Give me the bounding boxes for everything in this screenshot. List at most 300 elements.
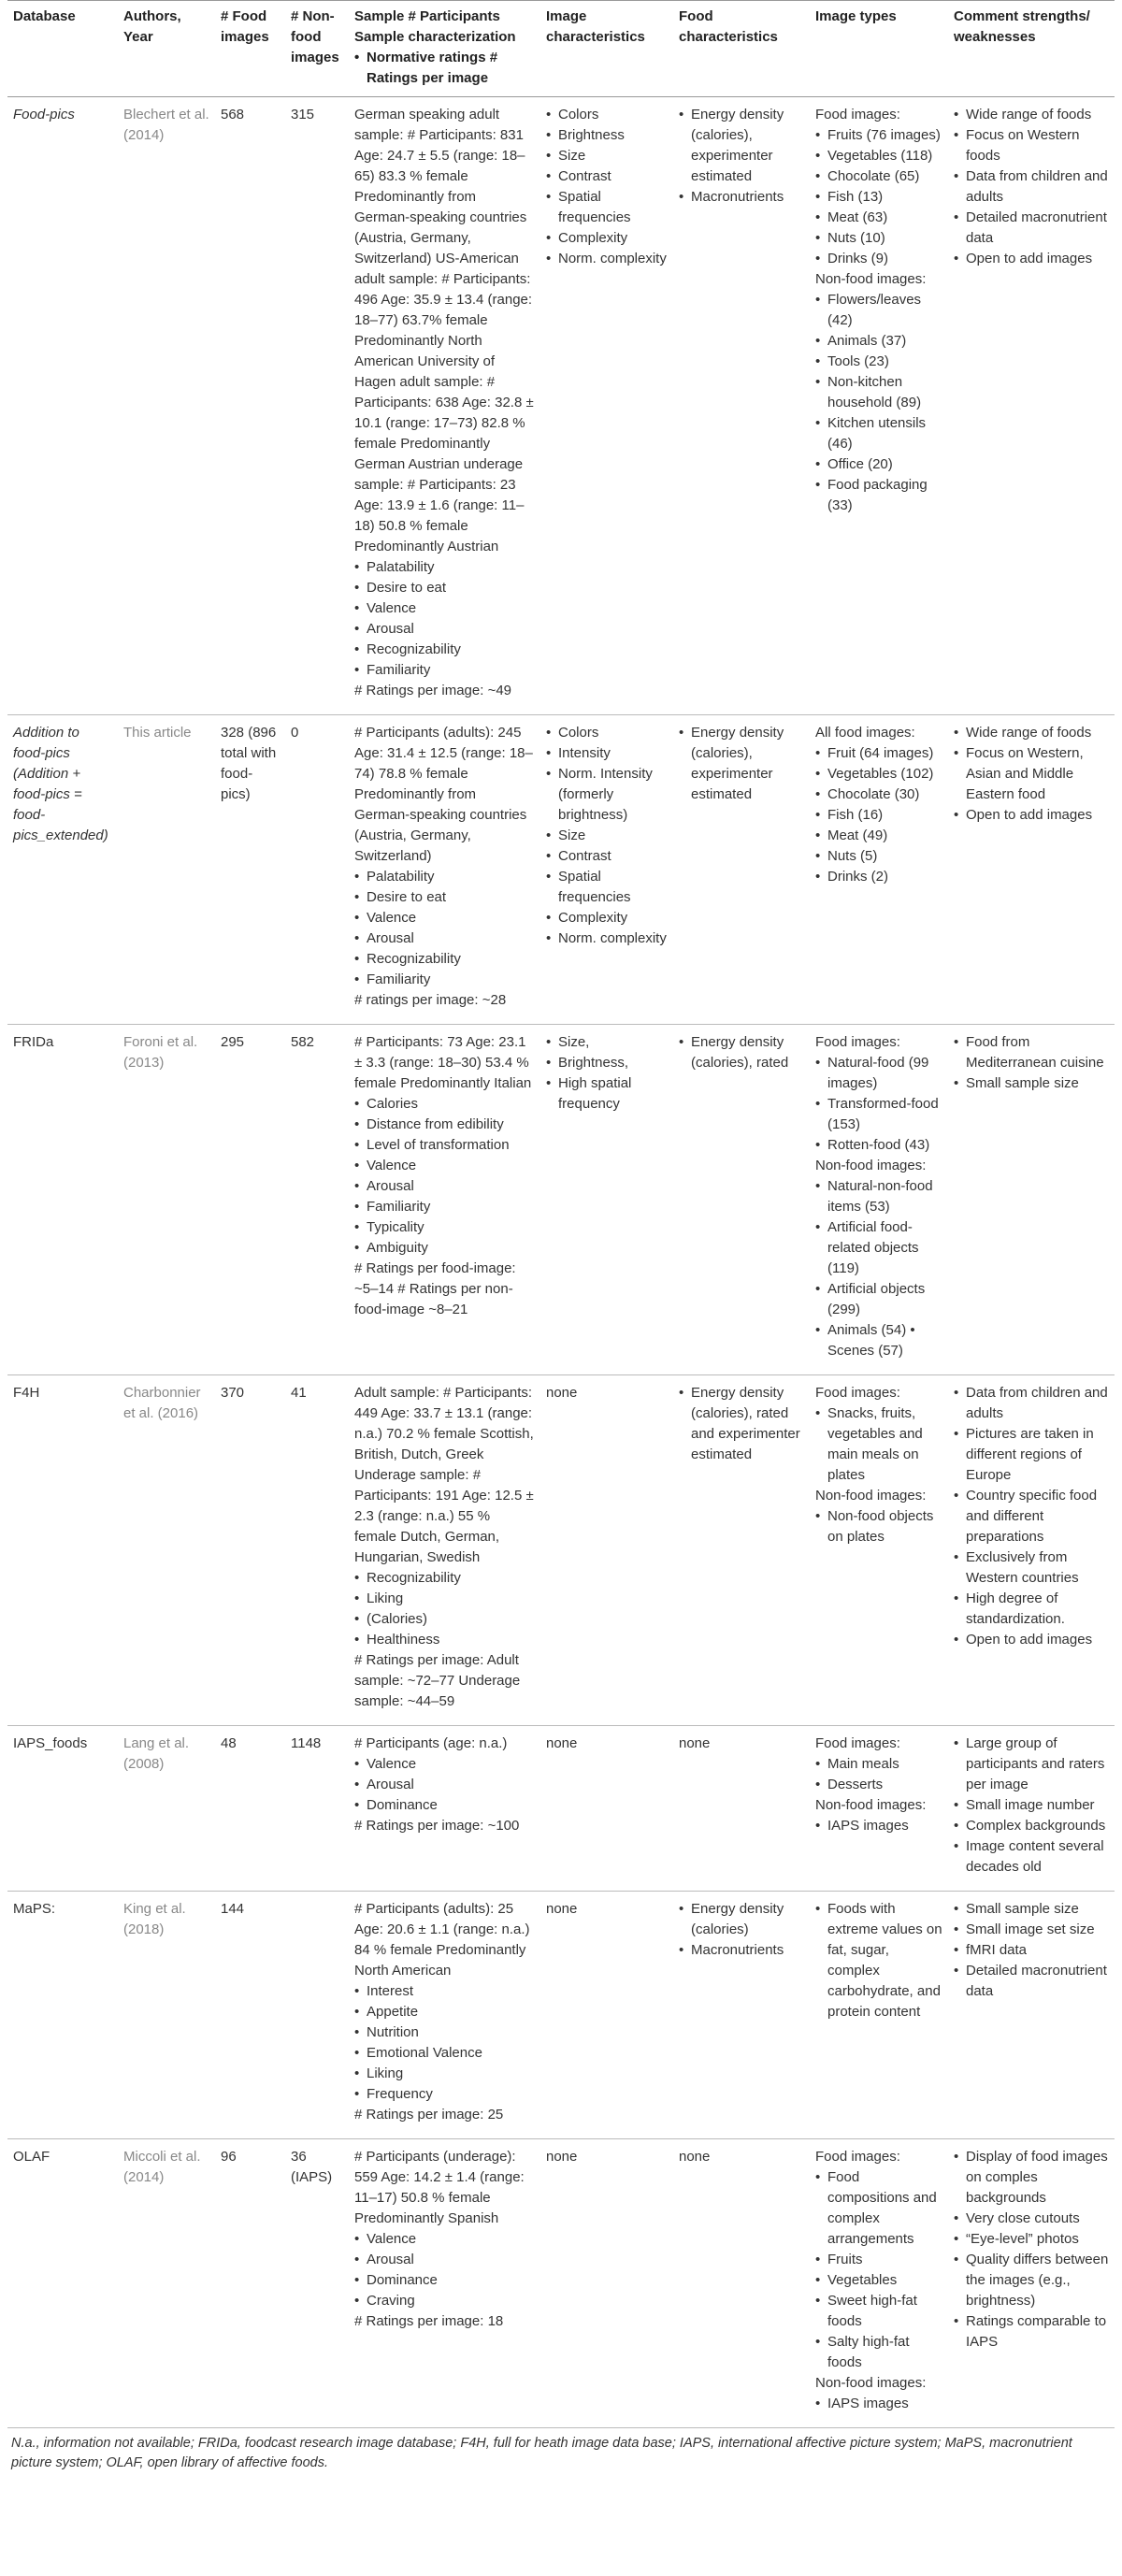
- header-comment: Comment strengths/ weaknesses: [948, 1, 1115, 97]
- authors-cell: [118, 1375, 215, 1726]
- comment-list: [954, 2147, 1109, 2353]
- sample-text: German speaking adult sample: # Participants: 831 Age: 24.7 ± 5.5 (range: 18–65) 83.3 % female Predominantly from German-speaking countries (Austria, Germany, Switzerland) US-American adult sample: # Participants: 496 Age: 35.9 ± 13.4 (range: 18–77) 63.7% female Predominantly North American University of Hagen adult sample: # Participants: 638 Age: 32.8 ± 10.1 (range: 17–73) 82.8 % female Predominantly German Austrian underage sample: # Participants: 23 Age: 13.9 ± 1.6 (range: 11–18) 50.8 % female Predominantly Austrian: [354, 107, 534, 554]
- header-food-images: # Food images: [215, 1, 285, 97]
- image-types-heading: Food images:: [815, 1034, 900, 1050]
- sample-cell: [349, 2139, 540, 2428]
- comment-item: • Quality differs between the images (e.g., brightness): [954, 2250, 1109, 2311]
- authors-text: Foroni et al. (2013): [123, 1034, 198, 1071]
- food-count-cell: [215, 1892, 285, 2139]
- rating-item: • Liking: [354, 2064, 535, 2084]
- image-type-item: • Vegetables (102): [815, 764, 942, 784]
- food-count: 144: [221, 1901, 245, 1917]
- nonfood-count: 0: [291, 725, 299, 741]
- image-type-item: • Fruits (76 images): [815, 125, 942, 146]
- rating-item: • Arousal: [354, 2250, 535, 2270]
- rating-item: • Dominance: [354, 2270, 535, 2291]
- food-characteristic-list: [679, 1032, 804, 1073]
- database-cell: [7, 97, 118, 715]
- image-type-item: • Sweet high-fat foods: [815, 2291, 942, 2332]
- food-characteristics-cell: [673, 715, 810, 1025]
- authors-text: Miccoli et al. (2014): [123, 2149, 201, 2185]
- image-type-item: • Nuts (5): [815, 846, 942, 867]
- food-characteristic-item: • Macronutrients: [679, 187, 804, 208]
- food-count-cell: [215, 715, 285, 1025]
- database-cell: [7, 1025, 118, 1375]
- rating-item: • Valence: [354, 2229, 535, 2250]
- rating-item: • Distance from edibility: [354, 1115, 535, 1135]
- rating-item: • Palatability: [354, 867, 535, 887]
- image-characteristic-item: • High spatial frequency: [546, 1073, 668, 1115]
- comment-item: • Country specific food and different preparations: [954, 1486, 1109, 1547]
- image-type-item: • Vegetables: [815, 2270, 942, 2291]
- image-type-list: [815, 2167, 942, 2373]
- comment-item: • High degree of standardization.: [954, 1589, 1109, 1630]
- image-characteristic-item: • Brightness,: [546, 1053, 668, 1073]
- rating-item: • Recognizability: [354, 1568, 535, 1589]
- database-name: OLAF: [13, 2149, 50, 2165]
- rating-item: • Valence: [354, 1156, 535, 1176]
- nonfood-count: 41: [291, 1385, 307, 1401]
- image-types-cell: [810, 97, 948, 715]
- nonfood-count-cell: [285, 2139, 349, 2428]
- comment-cell: [948, 1892, 1115, 2139]
- food-characteristic-item: • Energy density (calories), rated and experimenter estimated: [679, 1383, 804, 1465]
- image-types-heading: Non-food images:: [815, 2375, 927, 2391]
- table-row: [7, 715, 1115, 1025]
- table-row: [7, 1892, 1115, 2139]
- image-types-cell: [810, 715, 948, 1025]
- image-characteristics-cell: [540, 1025, 673, 1375]
- comment-cell: [948, 715, 1115, 1025]
- table-row: [7, 2139, 1115, 2428]
- food-count: 328 (896 total with food-pics): [221, 725, 277, 802]
- sample-cell: [349, 97, 540, 715]
- sample-text: # Participants (adults): 25 Age: 20.6 ± 1.1 (range: n.a.) 84 % female Predominantly North American: [354, 1901, 530, 1979]
- food-count-cell: [215, 97, 285, 715]
- comment-item: • fMRI data: [954, 1940, 1109, 1961]
- nonfood-count-cell: [285, 97, 349, 715]
- image-type-item: • Fruit (64 images): [815, 743, 942, 764]
- comment-cell: [948, 97, 1115, 715]
- ratings-per-image: # Ratings per image: 25: [354, 2107, 504, 2123]
- image-type-item: • Food compositions and complex arrangements: [815, 2167, 942, 2250]
- database-cell: [7, 1375, 118, 1726]
- image-type-item: • Fish (13): [815, 187, 942, 208]
- image-type-item: • Transformed-food (153): [815, 1094, 942, 1135]
- rating-item: • Dominance: [354, 1795, 535, 1816]
- image-type-item: • Natural-food (99 images): [815, 1053, 942, 1094]
- comment-item: • Focus on Western, Asian and Middle Eastern food: [954, 743, 1109, 805]
- comment-item: • Detailed macronutrient data: [954, 1961, 1109, 2002]
- image-type-item: • Vegetables (118): [815, 146, 942, 166]
- authors-text: King et al. (2018): [123, 1901, 186, 1937]
- ratings-per-image: # Ratings per image: 18: [354, 2313, 504, 2329]
- database-cell: [7, 715, 118, 1025]
- image-type-item: • Non-kitchen household (89): [815, 372, 942, 413]
- nonfood-count-cell: [285, 1726, 349, 1892]
- comment-item: • Small sample size: [954, 1899, 1109, 1920]
- image-type-list: [815, 1403, 942, 1486]
- authors-cell: [118, 97, 215, 715]
- comment-item: • Open to add images: [954, 249, 1109, 269]
- image-type-item: • Desserts: [815, 1775, 942, 1795]
- authors-cell: [118, 1726, 215, 1892]
- rating-item: • Appetite: [354, 2002, 535, 2022]
- nonfood-count-cell: [285, 1025, 349, 1375]
- nonfood-count-cell: [285, 1375, 349, 1726]
- image-type-list: [815, 743, 942, 887]
- rating-item: • Ambiguity: [354, 1238, 535, 1259]
- image-types-heading: All food images:: [815, 725, 915, 741]
- food-characteristic-item: • Energy density (calories): [679, 1899, 804, 1940]
- rating-item: • Nutrition: [354, 2022, 535, 2043]
- image-type-item: • Nuts (10): [815, 228, 942, 249]
- image-type-item: • Non-food objects on plates: [815, 1506, 942, 1547]
- comment-item: • Small image set size: [954, 1920, 1109, 1940]
- image-type-item: • Meat (63): [815, 208, 942, 228]
- food-count: 568: [221, 107, 245, 122]
- image-types-heading: Non-food images:: [815, 1488, 927, 1504]
- header-food-characteristics: Food characteristics: [673, 1, 810, 97]
- comment-item: • Display of food images on comples backgrounds: [954, 2147, 1109, 2209]
- food-characteristics-cell: [673, 1726, 810, 1892]
- database-name: MaPS:: [13, 1901, 56, 1917]
- table-row: [7, 1375, 1115, 1726]
- rating-item: • Healthiness: [354, 1630, 535, 1650]
- sample-text: # Participants (adults): 245 Age: 31.4 ± 12.5 (range: 18–74) 78.8 % female Predominantly from German-speaking countries (Austria, Germany, Switzerland): [354, 725, 533, 864]
- comment-list: [954, 105, 1109, 269]
- nonfood-count-cell: [285, 715, 349, 1025]
- image-type-item: • Tools (23): [815, 352, 942, 372]
- rating-item: • Calories: [354, 1094, 535, 1115]
- rating-item: • Familiarity: [354, 660, 535, 681]
- table-footnote: N.a., information not available; FRIDa, foodcast research image database; F4H, full for heath image data base; IAPS, international affective picture system; MaPS, macronutrient picture system; OLAF, open library of affective foods.: [11, 2436, 1072, 2470]
- image-type-item: • Artificial food-related objects (119): [815, 1217, 942, 1279]
- comment-item: • Small sample size: [954, 1073, 1109, 1094]
- comment-item: • Open to add images: [954, 805, 1109, 826]
- image-characteristic-list: [546, 1032, 668, 1115]
- comment-item: • Exclusively from Western countries: [954, 1547, 1109, 1589]
- nonfood-count: 582: [291, 1034, 315, 1050]
- food-count: 370: [221, 1385, 245, 1401]
- comment-item: • “Eye-level” photos: [954, 2229, 1109, 2250]
- database-name: Addition to food-pics (Addition + food-pics = food-pics_extended): [13, 725, 108, 843]
- nonfood-count: 36 (IAPS): [291, 2149, 333, 2185]
- comment-list: [954, 1032, 1109, 1094]
- image-characteristic-item: • Complexity: [546, 908, 668, 928]
- rating-item: • Recognizability: [354, 640, 535, 660]
- rating-item: • Valence: [354, 1754, 535, 1775]
- ratings-per-image: # Ratings per food-image: ~5–14 # Ratings per non-food-image ~8–21: [354, 1260, 516, 1317]
- table-row: [7, 97, 1115, 715]
- image-type-item: • Chocolate (65): [815, 166, 942, 187]
- food-characteristics-cell: [673, 1892, 810, 2139]
- comment-item: • Ratings comparable to IAPS: [954, 2311, 1109, 2353]
- image-characteristics-none: none: [546, 1385, 578, 1401]
- rating-list: [354, 867, 535, 990]
- comment-item: • Very close cutouts: [954, 2209, 1109, 2229]
- database-name: IAPS_foods: [13, 1735, 88, 1751]
- comment-cell: [948, 1375, 1115, 1726]
- image-type-list: [815, 1053, 942, 1156]
- image-types-cell: [810, 1892, 948, 2139]
- image-type-item: • Fish (16): [815, 805, 942, 826]
- sample-cell: [349, 1375, 540, 1726]
- image-characteristic-item: • Spatial frequencies: [546, 187, 668, 228]
- image-type-list: [815, 1754, 942, 1795]
- food-characteristic-list: [679, 105, 804, 208]
- ratings-per-image: # ratings per image: ~28: [354, 992, 507, 1008]
- comment-list: [954, 1899, 1109, 2002]
- image-types-cell: [810, 2139, 948, 2428]
- image-characteristic-item: • Intensity: [546, 743, 668, 764]
- comment-item: • Wide range of foods: [954, 105, 1109, 125]
- nonfood-count: 315: [291, 107, 315, 122]
- image-type-item: • Meat (49): [815, 826, 942, 846]
- header-authors: Authors, Year: [118, 1, 215, 97]
- image-characteristic-list: [546, 105, 668, 269]
- image-characteristics-cell: [540, 1726, 673, 1892]
- image-characteristic-item: • Spatial frequencies: [546, 867, 668, 908]
- comment-item: • Detailed macronutrient data: [954, 208, 1109, 249]
- image-type-item: • Animals (54) • Scenes (57): [815, 1320, 942, 1361]
- comment-item: • Focus on Western foods: [954, 125, 1109, 166]
- comment-item: • Data from children and adults: [954, 1383, 1109, 1424]
- image-characteristic-item: • Contrast: [546, 166, 668, 187]
- rating-item: • Valence: [354, 908, 535, 928]
- authors-cell: [118, 2139, 215, 2428]
- rating-list: [354, 1754, 535, 1816]
- food-characteristics-cell: [673, 1375, 810, 1726]
- header-sample: [349, 1, 540, 97]
- image-type-item: • Drinks (9): [815, 249, 942, 269]
- database-name: FRIDa: [13, 1034, 54, 1050]
- image-types-heading: Food images:: [815, 2149, 900, 2165]
- comment-item: • Complex backgrounds: [954, 1816, 1109, 1836]
- food-characteristics-none: none: [679, 2149, 711, 2165]
- sample-cell: [349, 715, 540, 1025]
- rating-item: • Familiarity: [354, 1197, 535, 1217]
- authors-text: Lang et al. (2008): [123, 1735, 190, 1772]
- sample-cell: [349, 1892, 540, 2139]
- image-type-list: [815, 1899, 942, 2022]
- image-type-item: • Rotten-food (43): [815, 1135, 942, 1156]
- header-sample-bullet: • Normative ratings # Ratings per image: [354, 48, 535, 89]
- sample-text: Adult sample: # Participants: 449 Age: 33.7 ± 13.1 (range: n.a.) 70.2 % female Scottish, British, Dutch, Greek Underage sample: # Participants: 191 Age: 12.5 ± 2.3 (range: n.a.) 55 % female Dutch, German, Hungarian, Swedish: [354, 1385, 534, 1565]
- authors-cell: [118, 1892, 215, 2139]
- image-characteristics-cell: [540, 1375, 673, 1726]
- sample-cell: [349, 1025, 540, 1375]
- header-image-types: Image types: [810, 1, 948, 97]
- image-type-item: • Office (20): [815, 454, 942, 475]
- rating-item: • Interest: [354, 1981, 535, 2002]
- table-header-row: [7, 1, 1115, 97]
- rating-list: [354, 2229, 535, 2311]
- image-type-item: • Salty high-fat foods: [815, 2332, 942, 2373]
- rating-item: • Arousal: [354, 619, 535, 640]
- rating-item: • Familiarity: [354, 970, 535, 990]
- image-type-item: • Food packaging (33): [815, 475, 942, 516]
- database-name: F4H: [13, 1385, 40, 1401]
- image-type-list: [815, 1506, 942, 1547]
- rating-item: • Palatability: [354, 557, 535, 578]
- image-characteristic-item: • Size,: [546, 1032, 668, 1053]
- rating-item: • Liking: [354, 1589, 535, 1609]
- image-characteristics-cell: [540, 1892, 673, 2139]
- authors-text: Blechert et al. (2014): [123, 107, 209, 143]
- image-characteristics-none: none: [546, 2149, 578, 2165]
- image-characteristics-cell: [540, 715, 673, 1025]
- header-nonfood-images: # Non-food images: [285, 1, 349, 97]
- image-characteristic-item: • Contrast: [546, 846, 668, 867]
- header-sample-text: Sample # Participants Sample characterization: [354, 8, 516, 45]
- food-characteristic-list: [679, 1899, 804, 1961]
- food-count-cell: [215, 1726, 285, 1892]
- comment-item: • Small image number: [954, 1795, 1109, 1816]
- image-characteristics-cell: [540, 97, 673, 715]
- header-database: Database: [7, 1, 118, 97]
- image-type-item: • Drinks (2): [815, 867, 942, 887]
- image-types-heading: Food images:: [815, 1385, 900, 1401]
- image-type-list: [815, 1176, 942, 1361]
- food-characteristic-list: [679, 723, 804, 805]
- rating-item: • Frequency: [354, 2084, 535, 2105]
- image-types-cell: [810, 1025, 948, 1375]
- comment-item: • Food from Mediterranean cuisine: [954, 1032, 1109, 1073]
- image-type-list: [815, 1816, 942, 1836]
- food-count: 295: [221, 1034, 245, 1050]
- image-types-heading: Food images:: [815, 1735, 900, 1751]
- image-characteristics-cell: [540, 2139, 673, 2428]
- food-characteristics-cell: [673, 1025, 810, 1375]
- table-body: [7, 97, 1115, 2428]
- sample-text: # Participants: 73 Age: 23.1 ± 3.3 (range: 18–30) 53.4 % female Predominantly Italian: [354, 1034, 532, 1091]
- image-type-list: [815, 2394, 942, 2414]
- comment-item: • Pictures are taken in different regions of Europe: [954, 1424, 1109, 1486]
- rating-item: • Arousal: [354, 1775, 535, 1795]
- database-cell: [7, 1892, 118, 2139]
- image-type-item: • IAPS images: [815, 1816, 942, 1836]
- image-characteristic-item: • Colors: [546, 105, 668, 125]
- image-characteristic-item: • Size: [546, 146, 668, 166]
- authors-text: Charbonnier et al. (2016): [123, 1385, 201, 1421]
- comment-item: • Image content several decades old: [954, 1836, 1109, 1878]
- rating-list: [354, 1981, 535, 2105]
- image-type-item: • Chocolate (30): [815, 784, 942, 805]
- image-characteristics-none: none: [546, 1901, 578, 1917]
- food-characteristic-item: • Energy density (calories), experimenter estimated: [679, 723, 804, 805]
- food-characteristics-none: none: [679, 1735, 711, 1751]
- image-type-list: [815, 290, 942, 516]
- comment-list: [954, 1383, 1109, 1650]
- comment-cell: [948, 2139, 1115, 2428]
- food-count-cell: [215, 2139, 285, 2428]
- rating-item: • Emotional Valence: [354, 2043, 535, 2064]
- database-comparison-table: [7, 0, 1115, 2428]
- table-row: [7, 1726, 1115, 1892]
- comment-list: [954, 723, 1109, 826]
- rating-item: • Level of transformation: [354, 1135, 535, 1156]
- ratings-per-image: # Ratings per image: ~49: [354, 683, 512, 698]
- food-characteristic-item: • Energy density (calories), experimenter estimated: [679, 105, 804, 187]
- rating-list: [354, 1568, 535, 1650]
- image-characteristics-none: none: [546, 1735, 578, 1751]
- authors-cell: [118, 715, 215, 1025]
- food-characteristics-cell: [673, 2139, 810, 2428]
- image-characteristic-item: • Norm. complexity: [546, 249, 668, 269]
- image-characteristic-item: • Colors: [546, 723, 668, 743]
- rating-item: • Craving: [354, 2291, 535, 2311]
- image-types-cell: [810, 1375, 948, 1726]
- image-type-item: • Kitchen utensils (46): [815, 413, 942, 454]
- table-row: [7, 1025, 1115, 1375]
- image-types-heading: Non-food images:: [815, 271, 927, 287]
- image-characteristic-item: • Norm. complexity: [546, 928, 668, 949]
- food-count-cell: [215, 1025, 285, 1375]
- ratings-per-image: # Ratings per image: Adult sample: ~72–77 Underage sample: ~44–59: [354, 1652, 521, 1709]
- food-characteristics-cell: [673, 97, 810, 715]
- image-type-item: • Natural-non-food items (53): [815, 1176, 942, 1217]
- rating-item: • Desire to eat: [354, 887, 535, 908]
- database-cell: [7, 2139, 118, 2428]
- comment-list: [954, 1734, 1109, 1878]
- image-characteristic-item: • Norm. Intensity (formerly brightness): [546, 764, 668, 826]
- rating-item: • Desire to eat: [354, 578, 535, 598]
- image-types-heading: Non-food images:: [815, 1158, 927, 1173]
- rating-item: • Arousal: [354, 1176, 535, 1197]
- sample-cell: [349, 1726, 540, 1892]
- image-type-item: • Animals (37): [815, 331, 942, 352]
- image-characteristic-list: [546, 723, 668, 949]
- nonfood-count-cell: [285, 1892, 349, 2139]
- image-type-item: • Main meals: [815, 1754, 942, 1775]
- rating-item: • Valence: [354, 598, 535, 619]
- comment-cell: [948, 1025, 1115, 1375]
- rating-item: • Typicality: [354, 1217, 535, 1238]
- comment-item: • Wide range of foods: [954, 723, 1109, 743]
- rating-item: • Arousal: [354, 928, 535, 949]
- image-type-item: • Foods with extreme values on fat, sugar, complex carbohydrate, and protein content: [815, 1899, 942, 2022]
- database-name: Food-pics: [13, 107, 75, 122]
- rating-list: [354, 1094, 535, 1259]
- food-characteristic-item: • Macronutrients: [679, 1940, 804, 1961]
- image-characteristic-item: • Size: [546, 826, 668, 846]
- image-types-heading: Food images:: [815, 107, 900, 122]
- image-type-item: • IAPS images: [815, 2394, 942, 2414]
- image-type-item: • Flowers/leaves (42): [815, 290, 942, 331]
- header-image-characteristics: Image characteristics: [540, 1, 673, 97]
- rating-item: • (Calories): [354, 1609, 535, 1630]
- database-cell: [7, 1726, 118, 1892]
- ratings-per-image: # Ratings per image: ~100: [354, 1818, 520, 1834]
- image-type-item: • Fruits: [815, 2250, 942, 2270]
- image-types-cell: [810, 1726, 948, 1892]
- image-type-list: [815, 125, 942, 269]
- food-count: 48: [221, 1735, 237, 1751]
- image-characteristic-item: • Brightness: [546, 125, 668, 146]
- image-characteristic-item: • Complexity: [546, 228, 668, 249]
- comment-cell: [948, 1726, 1115, 1892]
- comment-item: • Open to add images: [954, 1630, 1109, 1650]
- sample-text: # Participants (underage): 559 Age: 14.2 ± 1.4 (range: 11–17) 50.8 % female Predominantly Spanish: [354, 2149, 525, 2226]
- comment-item: • Data from children and adults: [954, 166, 1109, 208]
- food-characteristic-item: • Energy density (calories), rated: [679, 1032, 804, 1073]
- rating-item: • Recognizability: [354, 949, 535, 970]
- food-count: 96: [221, 2149, 237, 2165]
- image-types-heading: Non-food images:: [815, 1797, 927, 1813]
- comment-item: • Large group of participants and raters per image: [954, 1734, 1109, 1795]
- food-count-cell: [215, 1375, 285, 1726]
